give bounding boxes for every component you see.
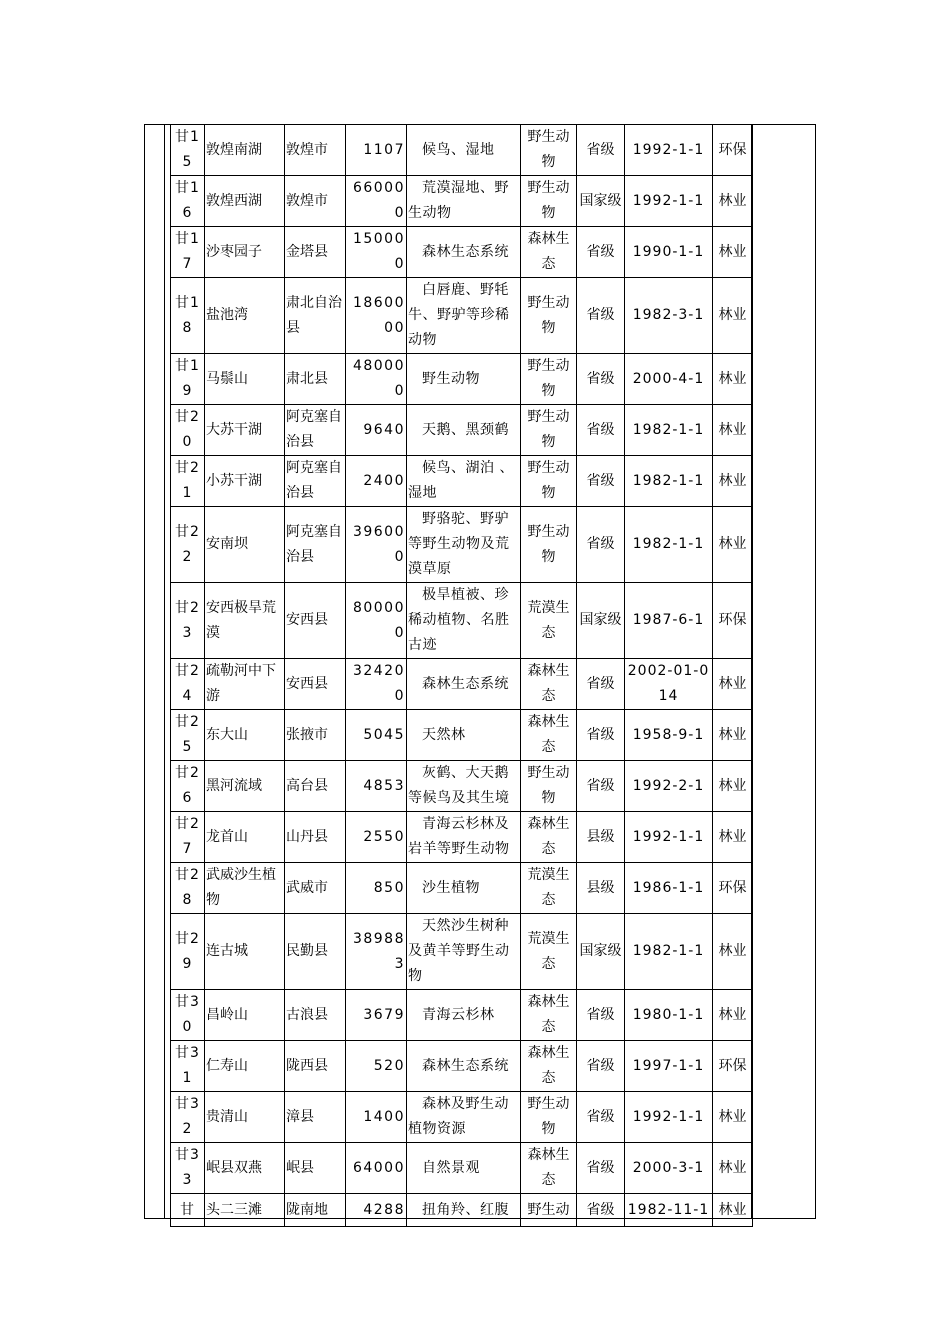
reserve-level-cell: 省级 bbox=[577, 1143, 625, 1194]
department-cell: 林业 bbox=[713, 1194, 753, 1227]
reserve-level-cell: 省级 bbox=[577, 1194, 625, 1227]
reserve-location-cell: 漳县 bbox=[285, 1092, 346, 1143]
reserve-id-cell: 甘17 bbox=[171, 227, 205, 278]
reserve-area-cell: 396000 bbox=[346, 507, 407, 583]
reserve-level-cell: 县级 bbox=[577, 863, 625, 914]
reserve-name-cell: 头二三滩 bbox=[205, 1194, 285, 1227]
table-row bbox=[171, 125, 753, 176]
table-row bbox=[171, 914, 753, 990]
reserve-id-cell: 甘26 bbox=[171, 761, 205, 812]
department-cell: 林业 bbox=[713, 710, 753, 761]
reserve-location-cell: 阿克塞自治县 bbox=[285, 405, 346, 456]
reserve-id-cell: 甘25 bbox=[171, 710, 205, 761]
table-row bbox=[171, 354, 753, 405]
table-row bbox=[171, 1092, 753, 1143]
reserve-type-cell: 森林生态 bbox=[521, 710, 577, 761]
table-row bbox=[171, 278, 753, 354]
reserve-level-cell: 县级 bbox=[577, 812, 625, 863]
reserve-area-cell: 4853 bbox=[346, 761, 407, 812]
department-cell: 林业 bbox=[713, 227, 753, 278]
establish-date-cell: 1986-1-1 bbox=[625, 863, 713, 914]
reserve-location-cell: 陇西县 bbox=[285, 1041, 346, 1092]
reserve-type-cell: 荒漠生态 bbox=[521, 863, 577, 914]
reserve-level-cell: 省级 bbox=[577, 990, 625, 1041]
reserve-location-cell: 张掖市 bbox=[285, 710, 346, 761]
protected-object-cell: 野骆驼、野驴等野生动物及荒漠草原 bbox=[407, 507, 521, 583]
reserve-type-cell: 野生动 bbox=[521, 1194, 577, 1227]
establish-date-cell: 1982-1-1 bbox=[625, 914, 713, 990]
reserve-level-cell: 省级 bbox=[577, 125, 625, 176]
reserve-id-cell: 甘24 bbox=[171, 659, 205, 710]
reserve-area-cell: 480000 bbox=[346, 354, 407, 405]
reserve-name-cell: 仁寿山 bbox=[205, 1041, 285, 1092]
establish-date-cell: 1992-2-1 bbox=[625, 761, 713, 812]
reserve-area-cell: 1860000 bbox=[346, 278, 407, 354]
reserve-level-cell: 省级 bbox=[577, 354, 625, 405]
reserve-name-cell: 黑河流域 bbox=[205, 761, 285, 812]
reserve-level-cell: 省级 bbox=[577, 659, 625, 710]
reserve-name-cell: 岷县双燕 bbox=[205, 1143, 285, 1194]
establish-date-cell: 1980-1-1 bbox=[625, 990, 713, 1041]
protected-object-cell: 青海云杉林及岩羊等野生动物 bbox=[407, 812, 521, 863]
reserve-name-cell: 敦煌西湖 bbox=[205, 176, 285, 227]
protected-object-cell: 森林及野生动植物资源 bbox=[407, 1092, 521, 1143]
reserve-location-cell: 敦煌市 bbox=[285, 125, 346, 176]
reserve-name-cell: 安西极旱荒漠 bbox=[205, 583, 285, 659]
protected-object-cell: 候鸟、湖泊 、湿地 bbox=[407, 456, 521, 507]
reserve-name-cell: 安南坝 bbox=[205, 507, 285, 583]
establish-date-cell: 1982-11-1 bbox=[625, 1194, 713, 1227]
reserve-id-cell: 甘30 bbox=[171, 990, 205, 1041]
reserve-area-cell: 324200 bbox=[346, 659, 407, 710]
table-row bbox=[171, 863, 753, 914]
protected-object-cell: 天鹅、黑颈鹤 bbox=[407, 405, 521, 456]
reserve-type-cell: 野生动物 bbox=[521, 354, 577, 405]
department-cell: 林业 bbox=[713, 1092, 753, 1143]
reserve-type-cell: 森林生态 bbox=[521, 227, 577, 278]
establish-date-cell: 1997-1-1 bbox=[625, 1041, 713, 1092]
reserve-area-cell: 5045 bbox=[346, 710, 407, 761]
reserve-type-cell: 野生动物 bbox=[521, 761, 577, 812]
reserve-type-cell: 野生动物 bbox=[521, 456, 577, 507]
reserve-type-cell: 荒漠生态 bbox=[521, 583, 577, 659]
reserve-name-cell: 贵清山 bbox=[205, 1092, 285, 1143]
reserve-location-cell: 安西县 bbox=[285, 583, 346, 659]
reserve-level-cell: 国家级 bbox=[577, 176, 625, 227]
table-row bbox=[171, 761, 753, 812]
establish-date-cell: 1982-1-1 bbox=[625, 405, 713, 456]
reserve-id-cell: 甘15 bbox=[171, 125, 205, 176]
reserve-area-cell: 2550 bbox=[346, 812, 407, 863]
reserve-name-cell: 东大山 bbox=[205, 710, 285, 761]
reserve-id-cell: 甘27 bbox=[171, 812, 205, 863]
department-cell: 环保 bbox=[713, 863, 753, 914]
establish-date-cell: 2000-3-1 bbox=[625, 1143, 713, 1194]
protected-object-cell: 扭角羚、红腹 bbox=[407, 1194, 521, 1227]
reserve-level-cell: 省级 bbox=[577, 405, 625, 456]
protected-object-cell: 自然景观 bbox=[407, 1143, 521, 1194]
reserve-name-cell: 沙枣园子 bbox=[205, 227, 285, 278]
table-row bbox=[171, 659, 753, 710]
department-cell: 林业 bbox=[713, 990, 753, 1041]
reserve-area-cell: 800000 bbox=[346, 583, 407, 659]
reserve-area-cell: 2400 bbox=[346, 456, 407, 507]
reserve-level-cell: 国家级 bbox=[577, 583, 625, 659]
department-cell: 林业 bbox=[713, 456, 753, 507]
table-row bbox=[171, 1041, 753, 1092]
department-cell: 林业 bbox=[713, 405, 753, 456]
reserve-name-cell: 敦煌南湖 bbox=[205, 125, 285, 176]
reserve-location-cell: 古浪县 bbox=[285, 990, 346, 1041]
reserve-name-cell: 小苏干湖 bbox=[205, 456, 285, 507]
reserve-type-cell: 荒漠生态 bbox=[521, 914, 577, 990]
reserve-id-cell: 甘29 bbox=[171, 914, 205, 990]
reserve-type-cell: 森林生态 bbox=[521, 1143, 577, 1194]
protected-object-cell: 灰鹤、大天鹅等候鸟及其生境 bbox=[407, 761, 521, 812]
reserve-id-cell: 甘28 bbox=[171, 863, 205, 914]
reserve-level-cell: 省级 bbox=[577, 456, 625, 507]
department-cell: 环保 bbox=[713, 125, 753, 176]
department-cell: 林业 bbox=[713, 278, 753, 354]
reserve-id-cell: 甘16 bbox=[171, 176, 205, 227]
reserve-level-cell: 省级 bbox=[577, 1092, 625, 1143]
table-row bbox=[171, 176, 753, 227]
reserve-name-cell: 大苏干湖 bbox=[205, 405, 285, 456]
table-row bbox=[171, 990, 753, 1041]
department-cell: 林业 bbox=[713, 354, 753, 405]
establish-date-cell: 1987-6-1 bbox=[625, 583, 713, 659]
department-cell: 林业 bbox=[713, 507, 753, 583]
table-row bbox=[171, 507, 753, 583]
reserve-type-cell: 野生动物 bbox=[521, 278, 577, 354]
department-cell: 林业 bbox=[713, 659, 753, 710]
establish-date-cell: 1992-1-1 bbox=[625, 125, 713, 176]
table-row bbox=[171, 405, 753, 456]
reserve-location-cell: 岷县 bbox=[285, 1143, 346, 1194]
reserve-type-cell: 野生动物 bbox=[521, 405, 577, 456]
reserve-area-cell: 4288 bbox=[346, 1194, 407, 1227]
protected-object-cell: 沙生植物 bbox=[407, 863, 521, 914]
reserve-id-cell: 甘22 bbox=[171, 507, 205, 583]
reserve-type-cell: 野生动物 bbox=[521, 176, 577, 227]
reserve-location-cell: 高台县 bbox=[285, 761, 346, 812]
department-cell: 林业 bbox=[713, 914, 753, 990]
reserve-id-cell: 甘20 bbox=[171, 405, 205, 456]
reserve-level-cell: 省级 bbox=[577, 227, 625, 278]
reserve-location-cell: 阿克塞自治县 bbox=[285, 456, 346, 507]
reserve-id-cell: 甘32 bbox=[171, 1092, 205, 1143]
table-row bbox=[171, 583, 753, 659]
reserve-area-cell: 389883 bbox=[346, 914, 407, 990]
reserve-location-cell: 民勤县 bbox=[285, 914, 346, 990]
reserve-area-cell: 850 bbox=[346, 863, 407, 914]
department-cell: 林业 bbox=[713, 812, 753, 863]
reserve-area-cell: 1400 bbox=[346, 1092, 407, 1143]
establish-date-cell: 1990-1-1 bbox=[625, 227, 713, 278]
table-row bbox=[171, 227, 753, 278]
establish-date-cell: 1982-1-1 bbox=[625, 456, 713, 507]
protected-object-cell: 极旱植被、珍稀动植物、名胜古迹 bbox=[407, 583, 521, 659]
protected-object-cell: 森林生态系统 bbox=[407, 659, 521, 710]
reserve-location-cell: 敦煌市 bbox=[285, 176, 346, 227]
establish-date-cell: 1982-3-1 bbox=[625, 278, 713, 354]
reserve-level-cell: 省级 bbox=[577, 507, 625, 583]
reserve-id-cell: 甘19 bbox=[171, 354, 205, 405]
reserve-id-cell: 甘33 bbox=[171, 1143, 205, 1194]
reserve-name-cell: 疏勒河中下游 bbox=[205, 659, 285, 710]
reserve-id-cell: 甘 bbox=[171, 1194, 205, 1227]
reserve-name-cell: 武威沙生植物 bbox=[205, 863, 285, 914]
reserve-type-cell: 森林生态 bbox=[521, 990, 577, 1041]
protected-object-cell: 森林生态系统 bbox=[407, 1041, 521, 1092]
establish-date-cell: 1958-9-1 bbox=[625, 710, 713, 761]
reserve-name-cell: 连古城 bbox=[205, 914, 285, 990]
reserve-location-cell: 安西县 bbox=[285, 659, 346, 710]
protected-object-cell: 天然林 bbox=[407, 710, 521, 761]
table-row bbox=[171, 812, 753, 863]
reserve-area-cell: 150000 bbox=[346, 227, 407, 278]
table-row bbox=[171, 710, 753, 761]
reserve-id-cell: 甘23 bbox=[171, 583, 205, 659]
department-cell: 环保 bbox=[713, 1041, 753, 1092]
reserve-id-cell: 甘21 bbox=[171, 456, 205, 507]
establish-date-cell: 1992-1-1 bbox=[625, 176, 713, 227]
reserve-location-cell: 阿克塞自治县 bbox=[285, 507, 346, 583]
reserve-id-cell: 甘18 bbox=[171, 278, 205, 354]
department-cell: 林业 bbox=[713, 761, 753, 812]
reserve-type-cell: 野生动物 bbox=[521, 1092, 577, 1143]
establish-date-cell: 1992-1-1 bbox=[625, 1092, 713, 1143]
protected-object-cell: 候鸟、湿地 bbox=[407, 125, 521, 176]
protected-object-cell: 荒漠湿地、野生动物 bbox=[407, 176, 521, 227]
protected-object-cell: 森林生态系统 bbox=[407, 227, 521, 278]
reserve-area-cell: 520 bbox=[346, 1041, 407, 1092]
department-cell: 林业 bbox=[713, 1143, 753, 1194]
establish-date-cell: 2000-4-1 bbox=[625, 354, 713, 405]
reserve-location-cell: 武威市 bbox=[285, 863, 346, 914]
reserve-level-cell: 省级 bbox=[577, 1041, 625, 1092]
reserve-level-cell: 省级 bbox=[577, 278, 625, 354]
reserve-type-cell: 森林生态 bbox=[521, 812, 577, 863]
reserve-location-cell: 肃北自治县 bbox=[285, 278, 346, 354]
reserve-location-cell: 金塔县 bbox=[285, 227, 346, 278]
reserve-type-cell: 森林生态 bbox=[521, 659, 577, 710]
reserve-location-cell: 山丹县 bbox=[285, 812, 346, 863]
reserve-level-cell: 国家级 bbox=[577, 914, 625, 990]
reserve-area-cell: 660000 bbox=[346, 176, 407, 227]
reserve-name-cell: 盐池湾 bbox=[205, 278, 285, 354]
reserve-location-cell: 肃北县 bbox=[285, 354, 346, 405]
protected-object-cell: 白唇鹿、野牦牛、野驴等珍稀动物 bbox=[407, 278, 521, 354]
reserve-area-cell: 1107 bbox=[346, 125, 407, 176]
establish-date-cell: 1982-1-1 bbox=[625, 507, 713, 583]
reserve-location-cell: 陇南地 bbox=[285, 1194, 346, 1227]
department-cell: 林业 bbox=[713, 176, 753, 227]
department-cell: 环保 bbox=[713, 583, 753, 659]
nature-reserve-table bbox=[170, 124, 753, 1227]
protected-object-cell: 野生动物 bbox=[407, 354, 521, 405]
reserve-area-cell: 3679 bbox=[346, 990, 407, 1041]
reserve-area-cell: 9640 bbox=[346, 405, 407, 456]
reserve-type-cell: 野生动物 bbox=[521, 507, 577, 583]
establish-date-cell: 1992-1-1 bbox=[625, 812, 713, 863]
reserve-type-cell: 森林生态 bbox=[521, 1041, 577, 1092]
table-row bbox=[171, 1194, 753, 1227]
reserve-area-cell: 64000 bbox=[346, 1143, 407, 1194]
reserve-name-cell: 龙首山 bbox=[205, 812, 285, 863]
reserve-id-cell: 甘31 bbox=[171, 1041, 205, 1092]
protected-object-cell: 青海云杉林 bbox=[407, 990, 521, 1041]
reserve-type-cell: 野生动物 bbox=[521, 125, 577, 176]
table-body bbox=[171, 125, 753, 1227]
protected-object-cell: 天然沙生树种及黄羊等野生动物 bbox=[407, 914, 521, 990]
left-margin-column-line bbox=[164, 124, 165, 1219]
reserve-name-cell: 昌岭山 bbox=[205, 990, 285, 1041]
table-row bbox=[171, 1143, 753, 1194]
establish-date-cell: 2002-01-014 bbox=[625, 659, 713, 710]
reserve-name-cell: 马鬃山 bbox=[205, 354, 285, 405]
reserve-level-cell: 省级 bbox=[577, 710, 625, 761]
reserve-level-cell: 省级 bbox=[577, 761, 625, 812]
table-row bbox=[171, 456, 753, 507]
